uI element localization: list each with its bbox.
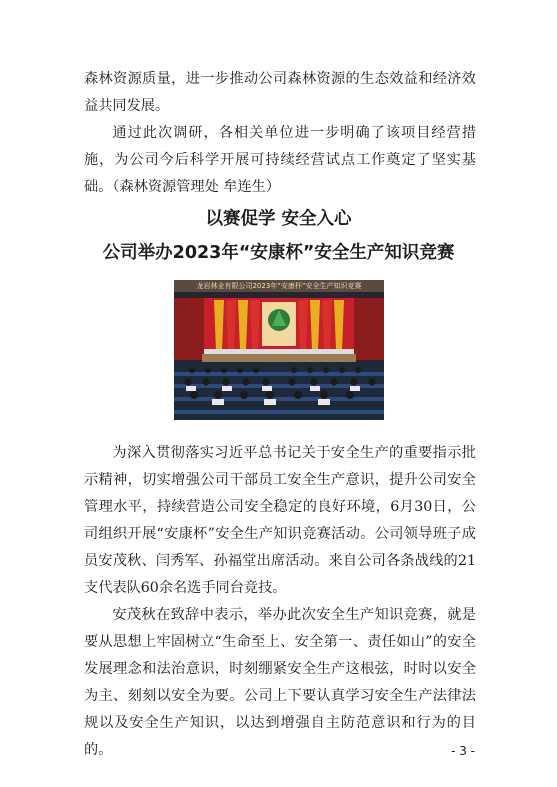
paragraph-event-intro: 为深入贯彻落实习近平总书记关于安全生产的重要指示批示精神，切实增强公司干部员工安全生产意识，提升公司安全管理水平，持续营造公司安全稳定的良好环境，6月30日，公司组织开展“安康杯”安全生产知识竞赛活动。公司领导班子成员安茂秋、闫秀军、孙福堂出席活动。来自公司各条战线的21支代表队60余名选手同台竞技。 (84, 445, 476, 596)
article-title-line-2: 公司举办2023年“安康杯”安全生产知识竞赛 (102, 243, 455, 263)
photo-banner-text: 龙岩林业有限公司2023年“安康杯”安全生产知识竞赛 (196, 282, 362, 290)
article-title-line-1: 以赛促学 安全入心 (205, 209, 352, 229)
paragraph-speech: 安茂秋在致辞中表示，举办此次安全生产知识竞赛，就是要从思想上牢固树立“生命至上、安全第一、责任如山”的安全发展理念和法治意识，时刻绷紧安全生产这根弦，时时以安全为主、刻刻以安全为要。公司上下要认真学习安全生产法律法规以及安全生产知识，以达到增强自主防范意识和行为的目的。 (84, 607, 476, 758)
page-number: - 3 - (451, 744, 475, 758)
paragraph-survey-conclusion: 通过此次调研，各相关单位进一步明确了该项目经营措施，为公司今后科学开展可持续经营试点工作奠定了坚实基础。（森林资源管理处 牟连生） (84, 125, 476, 195)
event-photo (174, 280, 384, 420)
paragraph-continuation: 森林资源质量，进一步推动公司森林资源的生态效益和经济效益共同发展。 (84, 71, 476, 114)
